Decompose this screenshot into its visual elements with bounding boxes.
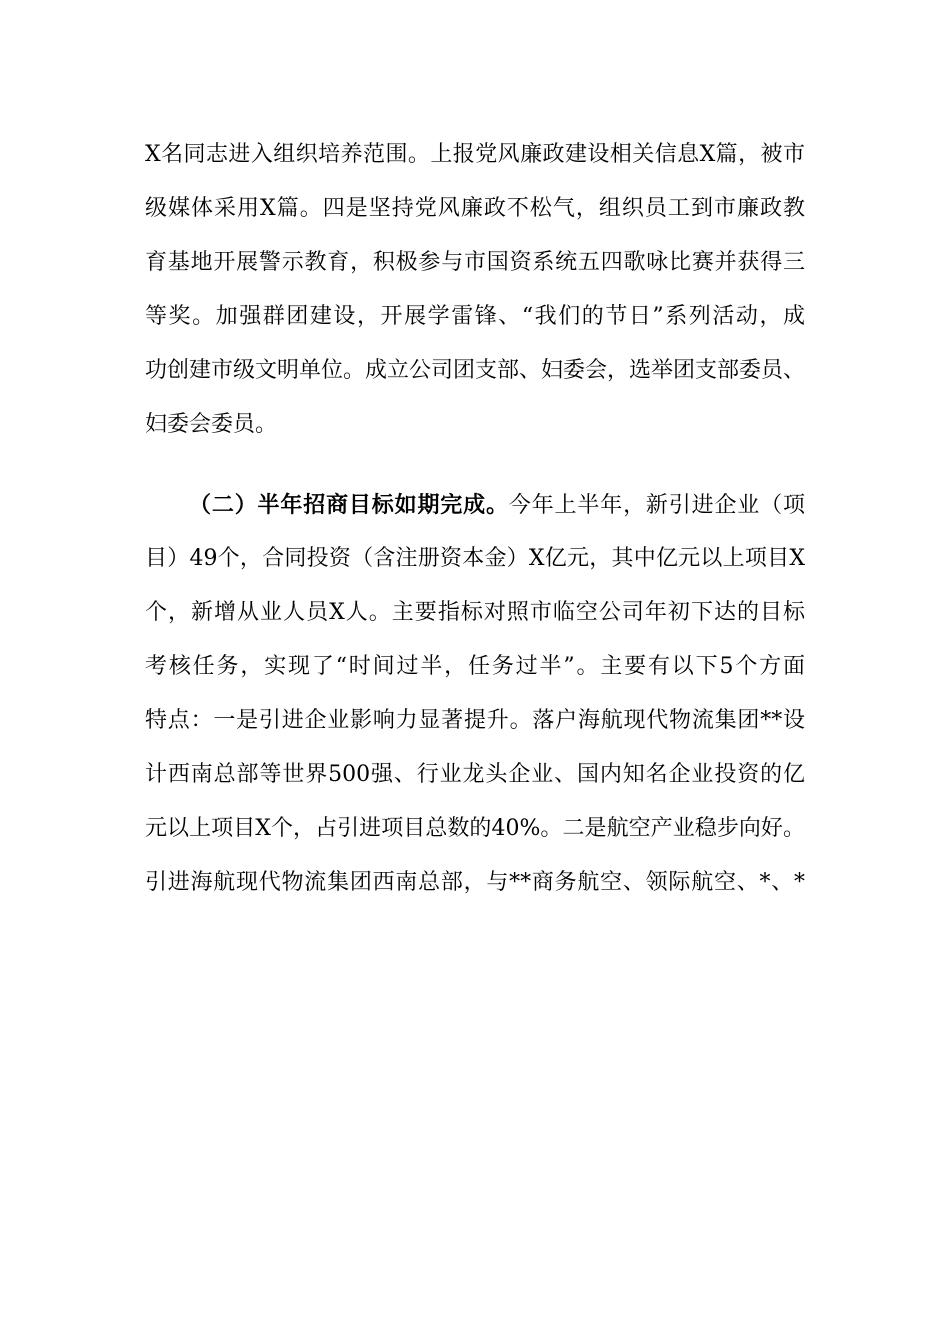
text-line: 计西南总部等世界500强、行业龙头企业、国内知名企业投资的亿 — [145, 762, 805, 787]
section-heading: （二）半年招商目标如期完成。 — [189, 492, 509, 518]
text-line: 功创建市级文明单位。成立公司团支部、妇委会，选举团支部委员、 — [145, 358, 805, 383]
text-line: X名同志进入组织培养范围。上报党风廉政建设相关信息X篇，被市 — [145, 142, 805, 167]
paragraph-party-building — [145, 128, 805, 452]
text-line: 育基地开展警示教育，积极参与市国资系统五四歌咏比赛并获得三 — [145, 250, 805, 275]
text-line: 妇委会委员。 — [145, 412, 278, 437]
text-line: 考核任务，实现了“时间过半，任务过半”。主要有以下5个方面 — [145, 654, 805, 679]
text-line: 个，新增从业人员X人。主要指标对照市临空公司年初下达的目标 — [145, 600, 805, 625]
text-line: 引进海航现代物流集团西南总部，与**商务航空、领际航空、*、* — [145, 870, 805, 895]
paragraph-investment-targets — [145, 478, 805, 910]
text-line-first — [145, 478, 805, 532]
paragraph-spacing — [145, 452, 805, 478]
section-heading-continuation: 今年上半年，新引进企业（项 — [508, 493, 805, 518]
text-line: 目）49个，合同投资（含注册资本金）X亿元，其中亿元以上项目X — [145, 546, 805, 571]
text-line: 级媒体采用X篇。四是坚持党风廉政不松气，组织员工到市廉政教 — [145, 196, 805, 221]
text-line: 特点：一是引进企业影响力显著提升。落户海航现代物流集团**设 — [145, 708, 805, 733]
text-line: 等奖。加强群团建设，开展学雷锋、“我们的节日”系列活动，成 — [145, 304, 805, 329]
document-body — [145, 128, 805, 910]
text-line: 元以上项目X个，占引进项目总数的40%。二是航空产业稳步向好。 — [145, 816, 805, 841]
